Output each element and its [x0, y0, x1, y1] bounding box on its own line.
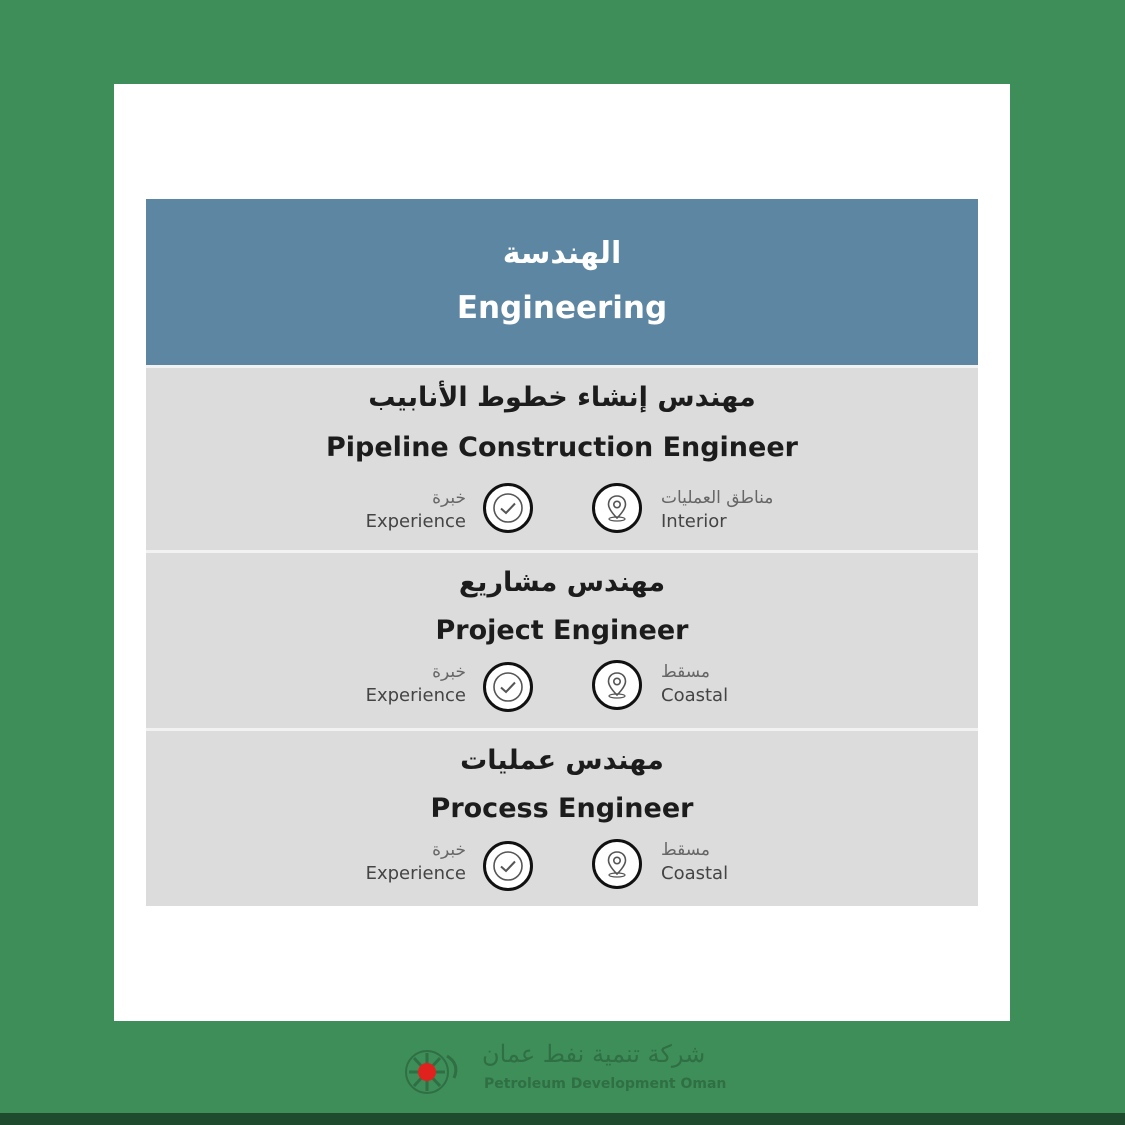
location-label-en: Coastal	[661, 685, 729, 706]
job-title-ar: مهندس إنشاء خطوط الأنابيب	[368, 382, 756, 413]
experience-label-ar: خبرة	[432, 840, 466, 860]
section-header	[146, 199, 978, 365]
bottom-strip	[0, 1113, 1125, 1125]
experience-label	[366, 661, 466, 707]
check-circle-icon	[483, 662, 533, 712]
footer-brand	[402, 1040, 732, 1100]
jobs-table	[146, 199, 978, 906]
job-title-en: Project Engineer	[435, 615, 689, 646]
job-title-ar: مهندس مشاريع	[458, 567, 666, 598]
brand-name-ar: شركة تنمية نفط عمان	[482, 1040, 706, 1068]
location-label	[661, 487, 773, 533]
job-row	[146, 728, 978, 906]
brand-name-en: Petroleum Development Oman	[484, 1076, 727, 1092]
experience-label-en: Experience	[365, 685, 466, 706]
location-label	[661, 839, 728, 885]
job-row	[146, 365, 978, 550]
location-label-ar: مسقط	[661, 662, 711, 682]
location-label-en: Interior	[661, 511, 727, 532]
experience-label	[366, 839, 466, 885]
check-circle-icon	[483, 841, 533, 891]
job-title-en: Process Engineer	[430, 793, 694, 824]
experience-label-en: Experience	[365, 863, 466, 884]
map-pin-icon	[592, 483, 642, 533]
experience-label-ar: خبرة	[432, 662, 466, 682]
location-label	[661, 661, 728, 707]
job-title-en: Pipeline Construction Engineer	[326, 432, 798, 463]
location-label-ar: مناطق العمليات	[661, 488, 774, 508]
map-pin-icon	[592, 839, 642, 889]
experience-label-ar: خبرة	[432, 488, 466, 508]
job-title-ar: مهندس عمليات	[460, 745, 664, 776]
section-title-ar: الهندسة	[502, 236, 622, 271]
check-circle-icon	[483, 483, 533, 533]
location-label-ar: مسقط	[661, 840, 711, 860]
pdo-logo-icon	[402, 1044, 466, 1094]
job-row	[146, 550, 978, 728]
section-title-en: Engineering	[456, 290, 668, 326]
map-pin-icon	[592, 660, 642, 710]
location-label-en: Coastal	[661, 863, 729, 884]
experience-label-en: Experience	[365, 511, 466, 532]
experience-label	[366, 487, 466, 533]
